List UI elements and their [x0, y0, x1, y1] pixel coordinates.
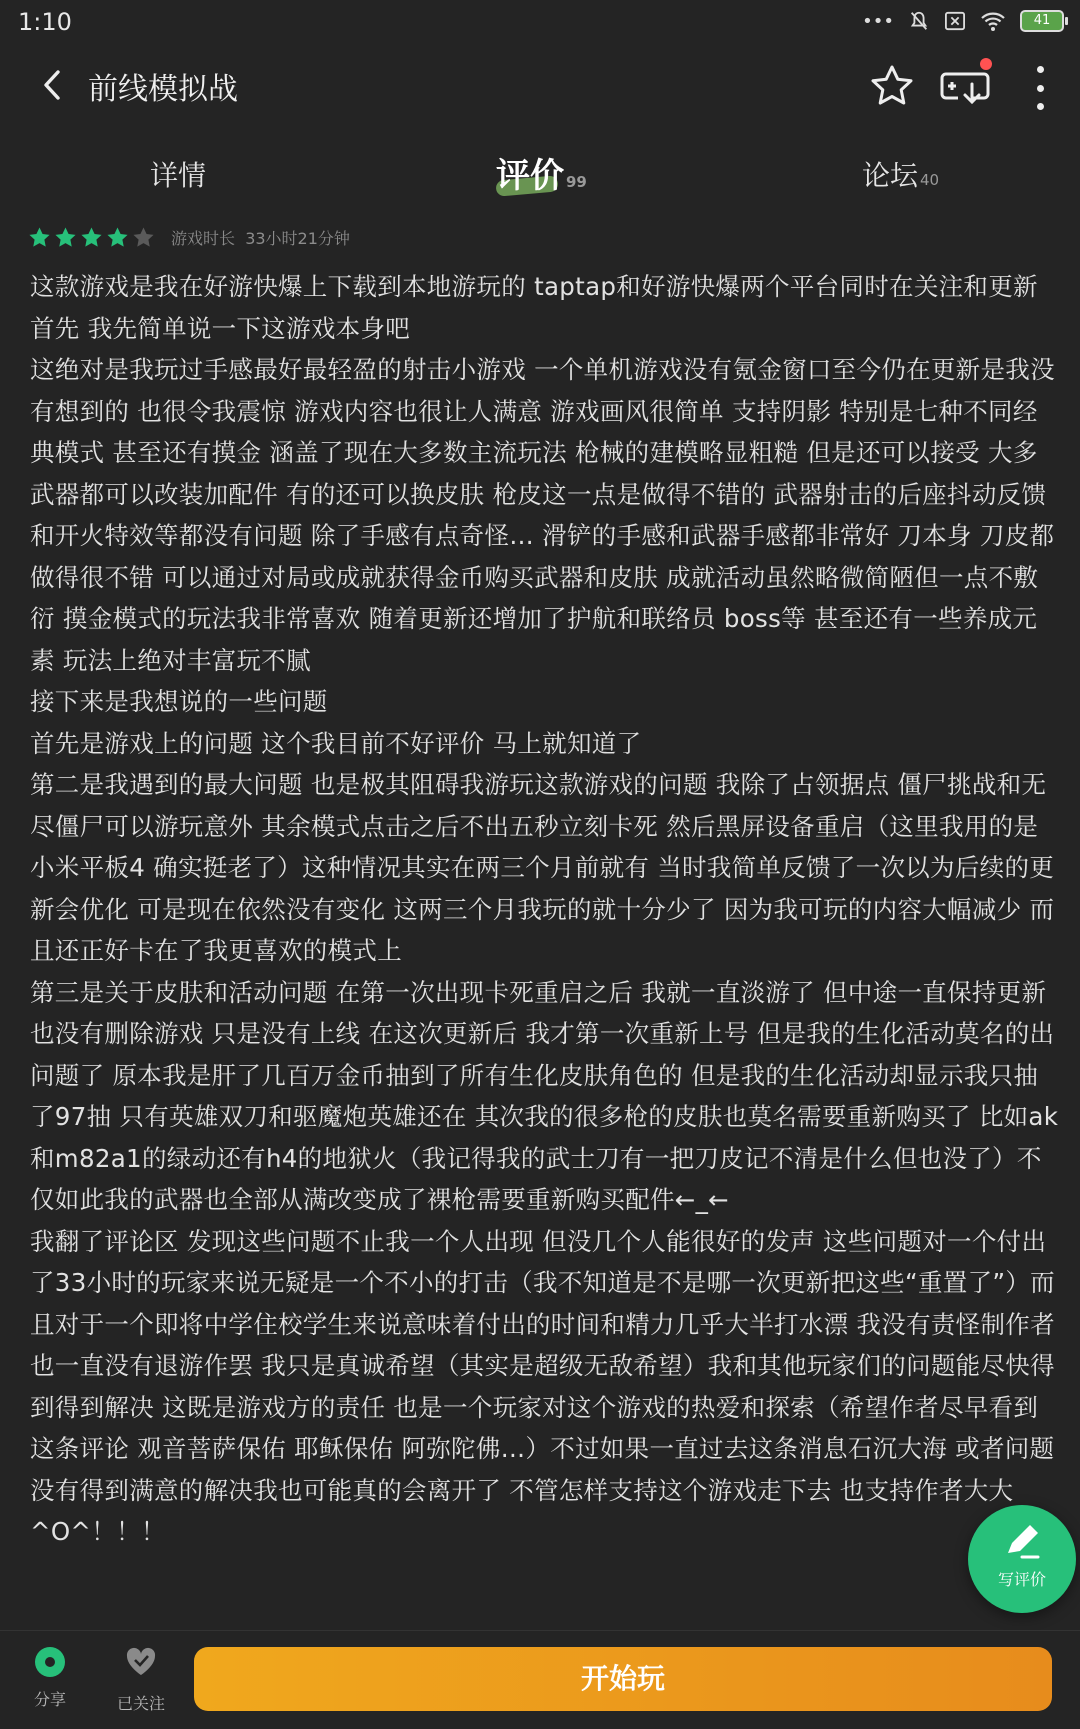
- bell-muted-icon: [908, 10, 930, 32]
- tab-forum-label: 论坛: [862, 159, 919, 192]
- review-paragraph: 我翻了评论区 发现这些问题不止我一个人出现 但没几个人能很好的发声 这些问题对一个付出了33小时的玩家来说无疑是一个不小的打击（我不知道是不是哪一次更新把这些“重置了”）而且对于一个即将中学住校学生来说意味着付出的时间和精力几乎大半打水漂 我没有责怪制作者 也一直没有退游作罢 我只是真诚希望（其实是超级无敌希望）我和其他玩家们的问题能尽快得到得到解决 这既是游戏方的责任 也是一个玩家对这个游戏的热爱和探索（希望作者尽早看到这条评论 观音菩萨保佑 耶稣保佑 阿弥陀佛…）不过如果一直过去这条消息石沉大海 或者问题没有得到满意的解决我也可能真的会离开了 不管怎样支持这个游戏走下去 也支持作者大大^O^！！！: [30, 1226, 1063, 1546]
- status-time: 1:10: [18, 8, 72, 36]
- star-filled-icon: [106, 226, 129, 249]
- share-icon: [35, 1647, 65, 1677]
- star-empty-icon: [132, 226, 155, 249]
- share-label: 分享: [33, 1690, 66, 1709]
- start-play-button[interactable]: 开始玩: [194, 1647, 1052, 1711]
- more-options-icon[interactable]: [1034, 66, 1046, 110]
- review-body: [30, 266, 1063, 1553]
- tab-reviews[interactable]: [496, 148, 587, 197]
- more-notifications-icon: •••: [862, 10, 894, 32]
- wifi-icon: [980, 10, 1006, 32]
- share-button[interactable]: [22, 1647, 78, 1710]
- review-paragraph: 第二是我遇到的最大问题 也是极其阻碍我游玩这款游戏的问题 我除了占领据点 僵尸挑战和无尽僵尸可以游玩意外 其余模式点击之后不出五秒立刻卡死 然后黑屏设备重启（这里我用的是小米平板4 确实挺老了）这种情况其实在两三个月前就有 当时我简单反馈了一次以为后续的更新会优化 可是现在依然没有变化 这两三个月我玩的就十分少了 因为我可玩的内容大幅减少 而且还正好卡在了我更喜欢的模式上: [30, 770, 1055, 965]
- star-filled-icon: [80, 226, 103, 249]
- follow-label: 已关注: [116, 1694, 165, 1713]
- heart-check-icon: [124, 1645, 158, 1677]
- follow-button[interactable]: [106, 1645, 176, 1714]
- status-bar: [0, 0, 1080, 48]
- tab-forum-count: 40: [920, 171, 940, 189]
- review-paragraph: 这款游戏是我在好游快爆上下载到本地游玩的 taptap和好游快爆两个平台同时在关注和更新: [30, 272, 1038, 301]
- review-paragraph: 这绝对是我玩过手感最好最轻盈的射击小游戏 一个单机游戏没有氪金窗口至今仍在更新是我没有想到的 也很令我震惊 游戏内容也很让人满意 游戏画风很简单 支持阴影 特别是七种不同经典模式 甚至还有摸金 涵盖了现在大多数主流玩法 枪械的建模略显粗糙 但是还可以接受 大多武器都可以改装加配件 有的还可以换皮肤 枪皮这一点是做得不错的 武器射击的后座抖动反馈和开火特效等都没有问题 除了手感有点奇怪… 滑铲的手感和武器手感都非常好 刀本身 刀皮都做得很不错 可以通过对局或成就获得金币购买武器和皮肤 成就活动虽然略微简陋但一点不敷衍 摸金模式的玩法我非常喜欢 随着更新还增加了护航和联络员 boss等 甚至还有一些养成元素 玩法上绝对丰富玩不腻: [30, 355, 1055, 675]
- tab-bar: [0, 140, 1080, 220]
- tab-reviews-count: 99: [566, 173, 587, 191]
- review-paragraph: 第三是关于皮肤和活动问题 在第一次出现卡死重启之后 我就一直淡游了 但中途一直保持更新 也没有删除游戏 只是没有上线 在这次更新后 我才第一次重新上号 但是我的生化活动莫名的出问题了 原本我是肝了几百万金币抽到了所有生化皮肤角色的 但是我的生化活动却显示我只抽了97抽 只有英雄双刀和驱魔炮英雄还在 其次我的很多枪的皮肤也莫名需要重新购买了 比如ak和m82a1的绿动还有h4的地狱火（我记得我的武士刀有一把刀皮记不清是什么但也没了）不仅如此我的武器也全部从满改变成了裸枪需要重新购买配件←_←: [30, 977, 1059, 1214]
- status-icons: [862, 10, 1064, 32]
- page-title: 前线模拟战: [88, 72, 238, 107]
- back-arrow-icon[interactable]: [38, 68, 68, 102]
- review-paragraph: 接下来是我想说的一些问题: [30, 687, 328, 716]
- rating-row: [28, 222, 350, 252]
- write-review-label: 写评价: [997, 1570, 1046, 1589]
- notification-dot: [980, 58, 992, 70]
- tab-reviews-label: 评价: [496, 156, 564, 196]
- tab-details-label: 详情: [150, 159, 207, 192]
- write-review-button[interactable]: [968, 1505, 1076, 1613]
- star-filled-icon: [54, 226, 77, 249]
- star-filled-icon: [28, 226, 51, 249]
- tab-details[interactable]: [150, 154, 206, 194]
- star-rating: [28, 226, 155, 249]
- pencil-icon: [1000, 1519, 1044, 1563]
- bottom-bar: [0, 1630, 1080, 1729]
- sim-off-icon: [944, 11, 966, 31]
- battery-icon: 41: [1020, 10, 1064, 32]
- tab-forum[interactable]: [862, 154, 939, 194]
- favorite-star-icon[interactable]: [868, 62, 916, 110]
- title-bar: [0, 48, 1080, 124]
- review-paragraph: 首先 我先简单说一下这游戏本身吧: [30, 313, 411, 343]
- playtime-label: 游戏时长: [171, 228, 236, 248]
- review-paragraph: 首先是游戏上的问题 这个我目前不好评价 马上就知道了: [30, 728, 642, 758]
- playtime: [171, 226, 350, 249]
- playtime-value: 33小时21分钟: [245, 228, 350, 248]
